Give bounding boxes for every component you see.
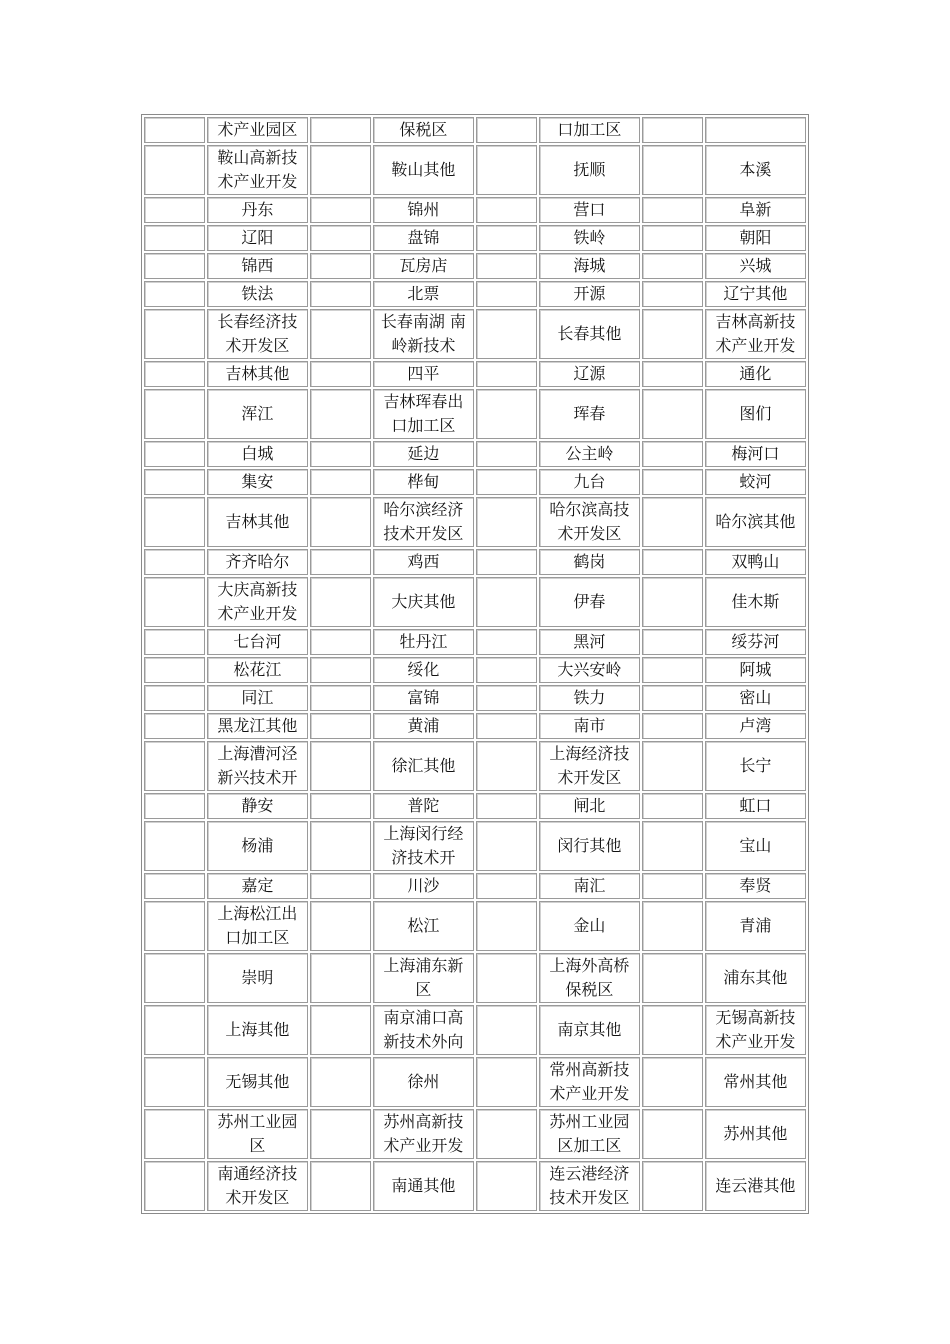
table-row xyxy=(144,793,806,819)
code-cell xyxy=(642,225,703,251)
code-cell xyxy=(476,281,537,307)
table-row xyxy=(144,1005,806,1055)
region-code-table xyxy=(141,114,809,1214)
region-name-cell: 兴城 xyxy=(705,253,806,279)
region-name-cell: 上海漕河泾新兴技术开 xyxy=(207,741,308,791)
code-cell xyxy=(642,1057,703,1107)
code-cell xyxy=(642,469,703,495)
region-name-cell: 牡丹江 xyxy=(373,629,474,655)
table-row xyxy=(144,1057,806,1107)
table-row xyxy=(144,549,806,575)
code-cell xyxy=(642,1005,703,1055)
code-cell xyxy=(476,197,537,223)
region-name-cell: 常州其他 xyxy=(705,1057,806,1107)
region-name-cell: 鞍山高新技术产业开发 xyxy=(207,145,308,195)
region-name-cell: 青浦 xyxy=(705,901,806,951)
region-name-cell: 阿城 xyxy=(705,657,806,683)
region-name-cell: 阜新 xyxy=(705,197,806,223)
region-name-cell: 吉林高新技术产业开发 xyxy=(705,309,806,359)
region-name-cell: 吉林其他 xyxy=(207,361,308,387)
code-cell xyxy=(642,549,703,575)
region-name-cell: 铁岭 xyxy=(539,225,640,251)
code-cell xyxy=(144,549,205,575)
table-row xyxy=(144,657,806,683)
code-cell xyxy=(642,389,703,439)
code-cell xyxy=(476,713,537,739)
code-cell xyxy=(642,577,703,627)
region-name-cell: 南通经济技术开发区 xyxy=(207,1161,308,1211)
code-cell xyxy=(642,685,703,711)
code-cell xyxy=(144,629,205,655)
region-name-cell: 苏州高新技术产业开发 xyxy=(373,1109,474,1159)
region-name-cell: 松江 xyxy=(373,901,474,951)
code-cell xyxy=(144,1109,205,1159)
region-name-cell: 常州高新技术产业开发 xyxy=(539,1057,640,1107)
code-cell xyxy=(144,469,205,495)
code-cell xyxy=(144,253,205,279)
region-name-cell: 本溪 xyxy=(705,145,806,195)
table-row xyxy=(144,389,806,439)
code-cell xyxy=(310,281,371,307)
code-cell xyxy=(144,145,205,195)
code-cell xyxy=(476,793,537,819)
code-cell xyxy=(476,577,537,627)
region-name-cell: 锦西 xyxy=(207,253,308,279)
code-cell xyxy=(144,281,205,307)
table-row xyxy=(144,741,806,791)
region-name-cell: 长春其他 xyxy=(539,309,640,359)
region-name-cell: 集安 xyxy=(207,469,308,495)
code-cell xyxy=(476,741,537,791)
code-cell xyxy=(476,685,537,711)
region-name-cell: 金山 xyxy=(539,901,640,951)
table-row xyxy=(144,497,806,547)
region-name-cell: 九台 xyxy=(539,469,640,495)
region-name-cell: 七台河 xyxy=(207,629,308,655)
code-cell xyxy=(476,901,537,951)
code-cell xyxy=(144,389,205,439)
region-name-cell: 浦东其他 xyxy=(705,953,806,1003)
region-name-cell: 瓦房店 xyxy=(373,253,474,279)
code-cell xyxy=(310,577,371,627)
region-name-cell: 上海外高桥保税区 xyxy=(539,953,640,1003)
code-cell xyxy=(476,821,537,871)
code-cell xyxy=(476,225,537,251)
code-cell xyxy=(476,549,537,575)
region-name-cell: 佳木斯 xyxy=(705,577,806,627)
region-name-cell: 黑龙江其他 xyxy=(207,713,308,739)
code-cell xyxy=(144,1057,205,1107)
region-name-cell: 南京浦口高新技术外向 xyxy=(373,1005,474,1055)
code-cell xyxy=(144,441,205,467)
region-name-cell: 密山 xyxy=(705,685,806,711)
code-cell xyxy=(642,793,703,819)
code-cell xyxy=(476,1109,537,1159)
region-name-cell: 口加工区 xyxy=(539,117,640,143)
region-name-cell: 辽阳 xyxy=(207,225,308,251)
table-row xyxy=(144,713,806,739)
table-row xyxy=(144,225,806,251)
region-name-cell: 梅河口 xyxy=(705,441,806,467)
code-cell xyxy=(310,713,371,739)
code-cell xyxy=(144,873,205,899)
table-row xyxy=(144,253,806,279)
region-name-cell: 黄浦 xyxy=(373,713,474,739)
code-cell xyxy=(310,197,371,223)
region-name-cell: 绥化 xyxy=(373,657,474,683)
code-cell xyxy=(476,361,537,387)
code-cell xyxy=(476,309,537,359)
code-cell xyxy=(310,441,371,467)
code-cell xyxy=(642,253,703,279)
code-cell xyxy=(144,901,205,951)
region-name-cell: 浑江 xyxy=(207,389,308,439)
region-name-cell: 图们 xyxy=(705,389,806,439)
code-cell xyxy=(144,197,205,223)
code-cell xyxy=(476,389,537,439)
code-cell xyxy=(310,497,371,547)
region-name-cell: 奉贤 xyxy=(705,873,806,899)
region-name-cell: 鸡西 xyxy=(373,549,474,575)
region-name-cell: 无锡高新技术产业开发 xyxy=(705,1005,806,1055)
region-name-cell: 长春南湖 南岭新技术 xyxy=(373,309,474,359)
code-cell xyxy=(144,953,205,1003)
region-name-cell: 连云港经济技术开发区 xyxy=(539,1161,640,1211)
code-cell xyxy=(476,873,537,899)
region-name-cell: 海城 xyxy=(539,253,640,279)
region-name-cell: 普陀 xyxy=(373,793,474,819)
region-name-cell: 哈尔滨经济技术开发区 xyxy=(373,497,474,547)
region-name-cell: 铁力 xyxy=(539,685,640,711)
region-name-cell: 珲春 xyxy=(539,389,640,439)
code-cell xyxy=(476,657,537,683)
region-name-cell: 同江 xyxy=(207,685,308,711)
table-row xyxy=(144,629,806,655)
region-name-cell: 辽源 xyxy=(539,361,640,387)
code-cell xyxy=(476,629,537,655)
code-cell xyxy=(642,713,703,739)
code-cell xyxy=(144,685,205,711)
region-name-cell: 上海松江出口加工区 xyxy=(207,901,308,951)
region-name-cell: 大庆其他 xyxy=(373,577,474,627)
region-name-cell: 南京其他 xyxy=(539,1005,640,1055)
code-cell xyxy=(144,309,205,359)
region-name-cell: 松花江 xyxy=(207,657,308,683)
code-cell xyxy=(144,1161,205,1211)
region-name-cell: 无锡其他 xyxy=(207,1057,308,1107)
code-cell xyxy=(642,441,703,467)
region-name-cell: 四平 xyxy=(373,361,474,387)
code-cell xyxy=(642,197,703,223)
region-name-cell: 徐汇其他 xyxy=(373,741,474,791)
code-cell xyxy=(310,657,371,683)
table-row xyxy=(144,1161,806,1211)
table-row xyxy=(144,901,806,951)
code-cell xyxy=(310,873,371,899)
code-cell xyxy=(144,713,205,739)
code-cell xyxy=(310,549,371,575)
code-cell xyxy=(310,225,371,251)
code-cell xyxy=(310,145,371,195)
code-cell xyxy=(310,1161,371,1211)
code-cell xyxy=(310,469,371,495)
code-cell xyxy=(144,225,205,251)
region-name-cell: 哈尔滨其他 xyxy=(705,497,806,547)
table-row xyxy=(144,577,806,627)
code-cell xyxy=(476,441,537,467)
table-row xyxy=(144,1109,806,1159)
code-cell xyxy=(642,1161,703,1211)
region-name-cell: 南通其他 xyxy=(373,1161,474,1211)
region-name-cell: 锦州 xyxy=(373,197,474,223)
region-name-cell: 伊春 xyxy=(539,577,640,627)
code-cell xyxy=(310,117,371,143)
code-cell xyxy=(642,821,703,871)
region-name-cell: 上海浦东新区 xyxy=(373,953,474,1003)
code-cell xyxy=(476,145,537,195)
region-name-cell xyxy=(705,117,806,143)
table-row xyxy=(144,361,806,387)
code-cell xyxy=(310,953,371,1003)
region-name-cell: 齐齐哈尔 xyxy=(207,549,308,575)
code-cell xyxy=(310,1109,371,1159)
table-row xyxy=(144,441,806,467)
code-cell xyxy=(642,1109,703,1159)
table-row xyxy=(144,309,806,359)
region-name-cell: 崇明 xyxy=(207,953,308,1003)
code-cell xyxy=(642,953,703,1003)
code-cell xyxy=(310,821,371,871)
code-cell xyxy=(476,469,537,495)
code-cell xyxy=(642,657,703,683)
region-name-cell: 抚顺 xyxy=(539,145,640,195)
code-cell xyxy=(642,873,703,899)
region-name-cell: 苏州工业园区加工区 xyxy=(539,1109,640,1159)
region-name-cell: 蛟河 xyxy=(705,469,806,495)
region-name-cell: 北票 xyxy=(373,281,474,307)
region-name-cell: 富锦 xyxy=(373,685,474,711)
region-name-cell: 卢湾 xyxy=(705,713,806,739)
code-cell xyxy=(476,253,537,279)
code-cell xyxy=(310,253,371,279)
code-cell xyxy=(144,657,205,683)
code-cell xyxy=(144,821,205,871)
code-cell xyxy=(476,117,537,143)
code-cell xyxy=(310,741,371,791)
code-cell xyxy=(310,1057,371,1107)
code-cell xyxy=(476,1005,537,1055)
region-name-cell: 保税区 xyxy=(373,117,474,143)
table-row xyxy=(144,281,806,307)
code-cell xyxy=(310,1005,371,1055)
code-cell xyxy=(310,793,371,819)
region-name-cell: 吉林珲春出口加工区 xyxy=(373,389,474,439)
region-name-cell: 杨浦 xyxy=(207,821,308,871)
region-name-cell: 桦甸 xyxy=(373,469,474,495)
code-cell xyxy=(144,361,205,387)
code-cell xyxy=(144,117,205,143)
code-cell xyxy=(642,629,703,655)
region-name-cell: 公主岭 xyxy=(539,441,640,467)
code-cell xyxy=(310,901,371,951)
region-name-cell: 哈尔滨高技术开发区 xyxy=(539,497,640,547)
table-row xyxy=(144,145,806,195)
code-cell xyxy=(476,1057,537,1107)
region-name-cell: 大兴安岭 xyxy=(539,657,640,683)
region-name-cell: 鹤岗 xyxy=(539,549,640,575)
region-name-cell: 营口 xyxy=(539,197,640,223)
code-cell xyxy=(310,309,371,359)
code-cell xyxy=(642,361,703,387)
region-name-cell: 南汇 xyxy=(539,873,640,899)
table-row xyxy=(144,953,806,1003)
code-cell xyxy=(144,741,205,791)
region-name-cell: 铁法 xyxy=(207,281,308,307)
code-cell xyxy=(144,577,205,627)
region-name-cell: 静安 xyxy=(207,793,308,819)
code-cell xyxy=(476,953,537,1003)
code-cell xyxy=(642,741,703,791)
region-name-cell: 上海其他 xyxy=(207,1005,308,1055)
region-name-cell: 连云港其他 xyxy=(705,1161,806,1211)
region-table-body xyxy=(144,117,806,1211)
region-name-cell: 苏州其他 xyxy=(705,1109,806,1159)
region-name-cell: 上海经济技术开发区 xyxy=(539,741,640,791)
region-name-cell: 大庆高新技术产业开发 xyxy=(207,577,308,627)
region-name-cell: 川沙 xyxy=(373,873,474,899)
region-name-cell: 绥芬河 xyxy=(705,629,806,655)
code-cell xyxy=(310,685,371,711)
code-cell xyxy=(310,389,371,439)
region-name-cell: 长春经济技术开发区 xyxy=(207,309,308,359)
table-row xyxy=(144,197,806,223)
table-row xyxy=(144,821,806,871)
code-cell xyxy=(144,793,205,819)
table-row xyxy=(144,117,806,143)
region-name-cell: 宝山 xyxy=(705,821,806,871)
code-cell xyxy=(642,117,703,143)
region-name-cell: 上海闵行经济技术开 xyxy=(373,821,474,871)
region-name-cell: 朝阳 xyxy=(705,225,806,251)
region-name-cell: 徐州 xyxy=(373,1057,474,1107)
code-cell xyxy=(642,309,703,359)
code-cell xyxy=(310,629,371,655)
region-name-cell: 通化 xyxy=(705,361,806,387)
region-name-cell: 吉林其他 xyxy=(207,497,308,547)
region-name-cell: 丹东 xyxy=(207,197,308,223)
region-name-cell: 嘉定 xyxy=(207,873,308,899)
code-cell xyxy=(310,361,371,387)
region-name-cell: 南市 xyxy=(539,713,640,739)
code-cell xyxy=(476,1161,537,1211)
region-name-cell: 辽宁其他 xyxy=(705,281,806,307)
region-name-cell: 盘锦 xyxy=(373,225,474,251)
region-name-cell: 虹口 xyxy=(705,793,806,819)
code-cell xyxy=(476,497,537,547)
code-cell xyxy=(642,145,703,195)
code-cell xyxy=(642,901,703,951)
region-name-cell: 双鸭山 xyxy=(705,549,806,575)
code-cell xyxy=(144,1005,205,1055)
table-row xyxy=(144,873,806,899)
region-name-cell: 开源 xyxy=(539,281,640,307)
region-name-cell: 闵行其他 xyxy=(539,821,640,871)
region-name-cell: 鞍山其他 xyxy=(373,145,474,195)
table-row xyxy=(144,469,806,495)
region-name-cell: 延边 xyxy=(373,441,474,467)
region-name-cell: 白城 xyxy=(207,441,308,467)
code-cell xyxy=(642,497,703,547)
region-name-cell: 闸北 xyxy=(539,793,640,819)
table-row xyxy=(144,685,806,711)
region-name-cell: 苏州工业园区 xyxy=(207,1109,308,1159)
code-cell xyxy=(642,281,703,307)
code-cell xyxy=(144,497,205,547)
region-name-cell: 术产业园区 xyxy=(207,117,308,143)
region-name-cell: 黑河 xyxy=(539,629,640,655)
region-name-cell: 长宁 xyxy=(705,741,806,791)
